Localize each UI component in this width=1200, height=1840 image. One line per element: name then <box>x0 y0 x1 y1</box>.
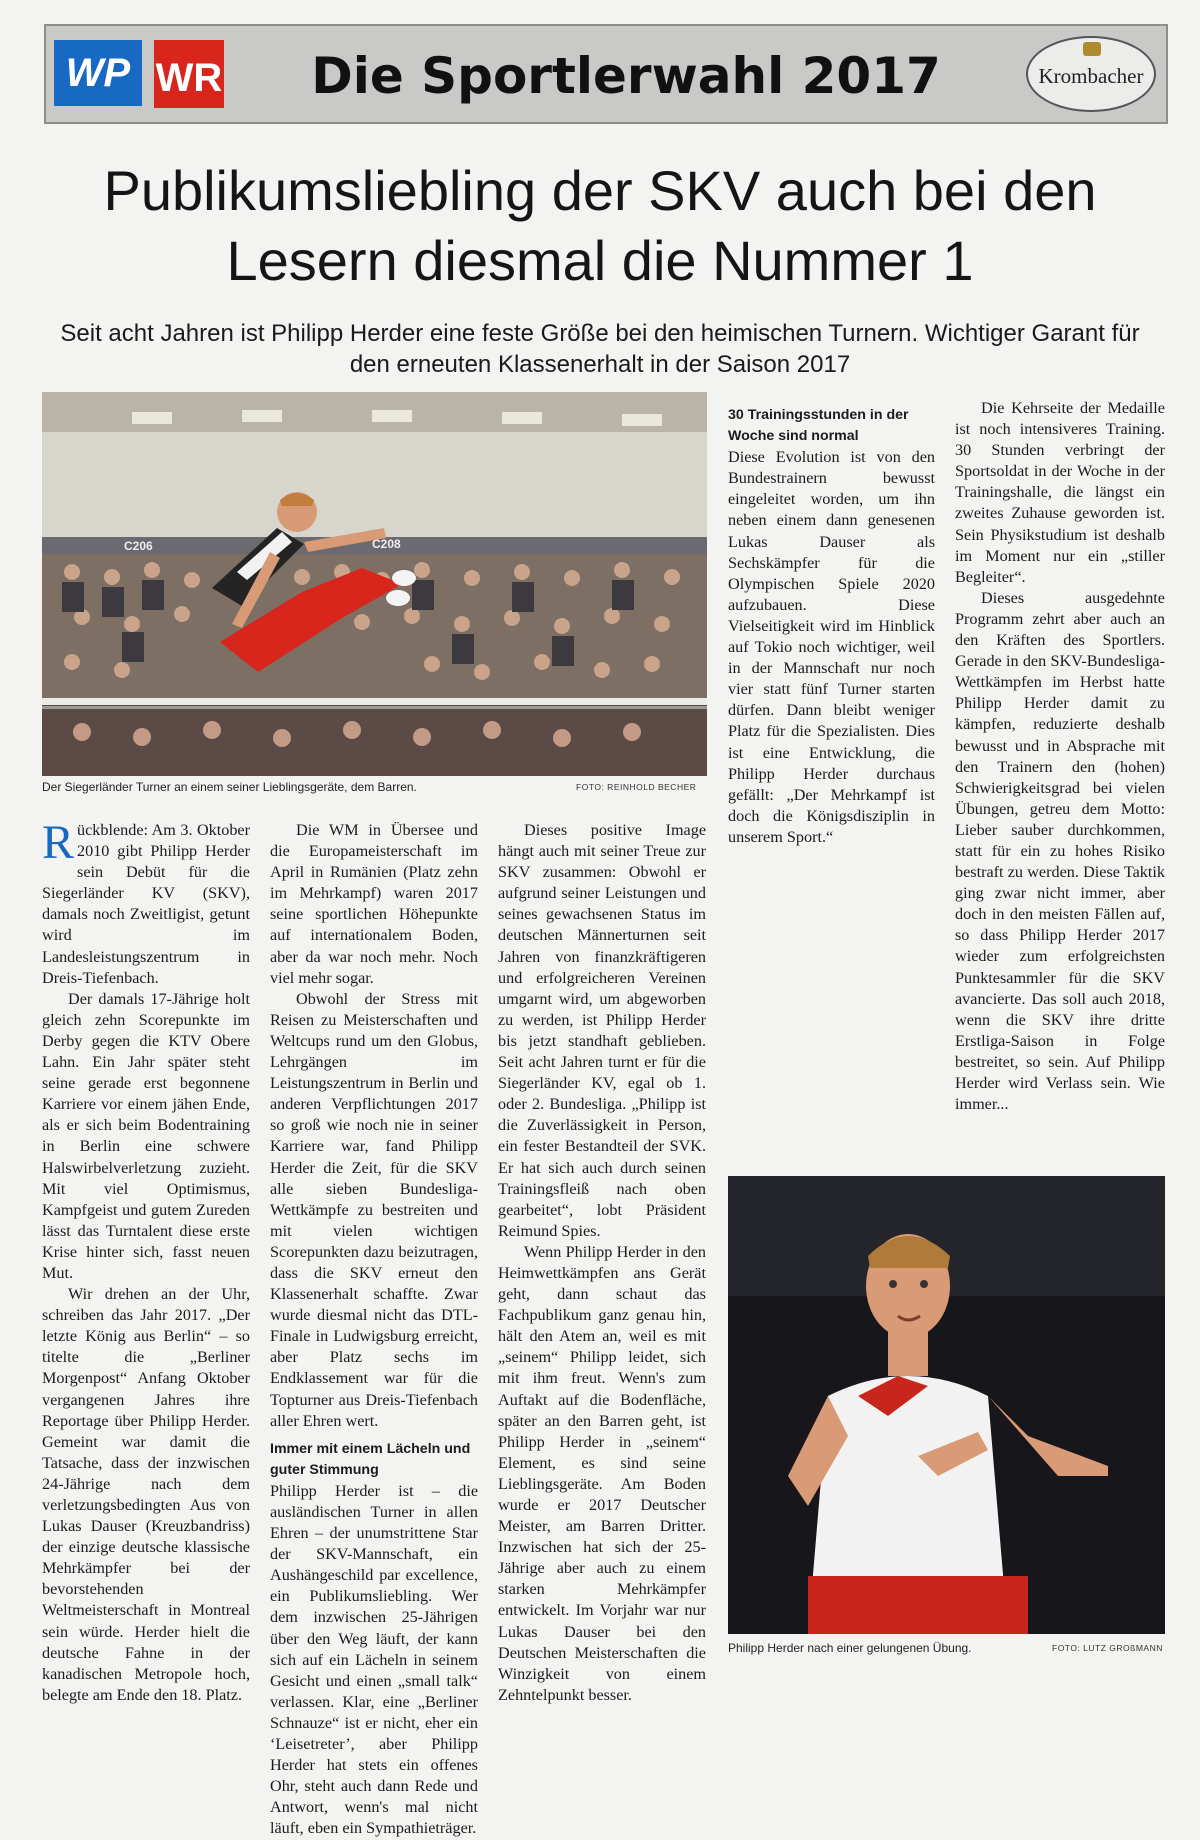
paragraph-7: Dieses positive Image hängt auch mit seiner Treue zur SKV zusammen: Obwohl er aufgrund seiner Leistungen und seines gewachsenen Status im deutschen Männerturnen seit Jahren von finanzkräftigeren und erfolgreicheren Vereinen umgarnt wird, um abgeworben zu werden, ist Philipp Herder bis jetzt standhaft geblieben. Seit acht Jahren turnt er für die Siegerländer KV, egal ob 1. oder 2. Bundesliga. „Philipp ist die Zuverlässigkeit in Person, ein fester Bestandteil der SVK. Er hat sich auch durch seinen Trainingsfleiß nach oben gearbeitet“, lobt Präsident Reimund Spies. <box>498 821 706 1240</box>
article-column-4 <box>728 398 935 848</box>
paragraph-3: Wir drehen an der Uhr, schreiben das Jahr 2017. „Der letzte König aus Berlin“ – so titelte die „Berliner Morgenpost“ Anfang Oktober vergangenen Jahres ihre Reportage über Philipp Herder. Gemeint war damit die Tatsache, dass der inzwischen 24-Jährige nach dem verletzungsbedingten Aus von Lukas Dauser (Kreuzbandriss) der einzige deutsche klassische Mehrkämpfer bei der bevorstehenden Weltmeisterschaft in Montreal sein würde. Herder hielt die deutsche Fahne in der kanadischen Metropole hoch, belegte am Ende den 18. Platz. <box>42 1285 250 1704</box>
gymnast-bars-illustration <box>42 392 707 776</box>
gymnast-portrait-illustration <box>728 1176 1165 1634</box>
headline: Publikumsliebling der SKV auch bei den Lesern diesmal die Nummer 1 <box>103 159 1097 292</box>
wp-logo: WP <box>54 40 142 106</box>
paragraph-4: Die WM in Übersee und die Europameisterschaft im April in Rumänien (Platz zehn im Mehrkampf) waren 2017 seine sportlichen Höhepunkte auf internationalem Boden, aber da war noch mehr. Noch viel mehr sogar. <box>270 821 478 987</box>
subheading-training: 30 Trainingsstunden in der Woche sind normal <box>728 407 909 445</box>
banner-title: Die Sportlerwahl 2017 <box>311 47 941 105</box>
article-column-1 <box>42 816 250 1706</box>
paragraph-11: Dieses ausgedehnte Programm zehrt aber auch an den Kräften des Sportlers. Gerade in den SKV-Bundesliga-Wettkämpfen im Herbst hatte Philipp Herder damit zu kämpfen, reduzierte deshalb bewusst und in Absprache mit den Trainern den (hohen) Schwierigkeitsgrad bei vielen Übungen, getreu dem Motto: Lieber sauber durchkommen, statt für ein zu hohes Risiko bestraft zu werden. Diese Taktik ging zwar nicht immer, aber doch in den meisten Fällen auf, so dass Philipp Herder 2017 wieder zum erfolgreichsten Punktesammler für die SKV avancierte. Das soll auch 2018, wenn die SKV ihre dritte Erstliga-Saison in Folge bestreitet, so sein. Auf Philipp Herder wird Verlass sein. Wie immer... <box>955 588 1165 1114</box>
subheading-smile: Immer mit einem Lächeln und guter Stimmung <box>270 1440 471 1478</box>
paragraph-1 <box>42 816 250 989</box>
masthead-banner <box>44 24 1168 124</box>
article-column-3 <box>498 820 706 1706</box>
photo-parallel-bars <box>42 392 707 776</box>
paragraph-5: Obwohl der Stress mit Reisen zu Meisterschaften und Weltcups rund um den Globus, Lehrgängen im Leistungszentrum in Berlin und anderen Verpflichtungen 2017 so groß wie noch nie in seiner Karriere war, fand Philipp Herder die Zeit, für die SKV alle sieben Bundesliga-Wettkämpfe zu bestreiten und mit vielen wichtigen Scorepunkten dazu beizutragen, dass die SKV erneut den Klassenerhalt schaffte. Zwar wurde diesmal nicht das DTL-Finale in Ludwigsburg erreicht, aber Platz sechs im Endklassement war für die Topturner aus Dreis-Tiefenbach aller Ehren wert. <box>270 989 478 1430</box>
sponsor-logo <box>1026 36 1156 112</box>
photo2-caption: Philipp Herder nach einer gelungenen Übung. <box>728 1641 972 1655</box>
paragraph-8: Wenn Philipp Herder in den Heimwettkämpfen ans Gerät geht, dann schaut das Fachpublikum ganz genau hin, hält den Atem an, weil es mit „seinem“ Philipp leidet, sich mit ihm freut. Wenn's zum Auftakt auf die Bodenfläche, später an den Barren geht, ist Philipp Herder in „seinem“ Element, es sind seine Lieblingsgeräte. Am Boden wurde er 2017 Deutscher Meister, am Barren Dritter. Inzwischen hat sich der 25-Jährige aber auch zu einem starken Mehrkämpfer entwickelt. Im Vorjahr war nur Lukas Dauser bei den Deutschen Meisterschaften die Winzigkeit von einem Zehntelpunkt besser. <box>498 1242 706 1704</box>
paragraph-2: Der damals 17-Jährige holt gleich zehn Scorepunkte im Derby gegen die KTV Obere Lahn. Ein Jahr später steht seine gerade erst begonnene Karriere vor einem jähen Ende, als er sich beim Bodentraining in Berlin eine schwere Halswirbelverletzung zuzieht. Mit viel Optimismus, Kampfgeist und gutem Zureden lässt das Turntalent diese erste Krise hinter sich, fasst neuen Mut. <box>42 989 250 1282</box>
photo-portrait <box>728 1176 1165 1634</box>
arena-sign-right: C208 <box>372 537 401 551</box>
article-column-5 <box>955 398 1165 1115</box>
wr-logo: WR <box>154 40 224 108</box>
crest-icon <box>1083 42 1101 56</box>
sponsor-name: Krombacher <box>1038 64 1144 88</box>
drop-cap: R <box>42 816 75 869</box>
subheadline: Seit acht Jahren ist Philipp Herder eine feste Größe bei den heimischen Turnern. Wichtiger Garant für den erneuten Klassenerhalt in der Saison 2017 <box>60 320 1140 378</box>
paragraph-9: Diese Evolution ist von den Bundestrainern bewusst eingeleitet worden, um ihn neben einem dann genesenen Lukas Dauser als Sechskämpfer für die Olympischen Spiele 2020 aufzubauen. Diese Vielseitigkeit wird im Hinblick auf Tokio noch wichtiger, weil in der Mannschaft nur noch vier statt fünf Turner starten dürfen. Dann bleibt weniger Platz für die Spezialisten. Dies ist eine Entwicklung, die Philipp Herder durchaus gefällt: „Der Mehrkampf ist doch die Königsdisziplin in unserem Sport.“ <box>728 448 935 846</box>
photo1-credit: FOTO: REINHOLD BECHER <box>576 782 697 792</box>
paragraph-6: Philipp Herder ist – die ausländischen Turner in allen Ehren – der unumstrittene Star der SKV-Mannschaft, ein Aushängeschild par excellence, ein Publikumsliebling. Wer dem inzwischen 25-Jährigen über den Weg läuft, der kann sich auf ein Lächeln in seinem Gesicht und einen „small talk“ verlassen. Klar, eine „Berliner Schnauze“ ist er nicht, eher ein ‘Leisetreter’, aber Philipp Herder hat stets ein offenes Ohr, steht auch dann Rede und Antwort, wenn's mal nicht läuft, eben ein Sympathieträger. <box>270 1481 478 1838</box>
photo1-caption: Der Siegerländer Turner an einem seiner Lieblingsgeräte, dem Barren. <box>42 780 417 794</box>
arena-sign-left: C206 <box>124 539 153 553</box>
paragraph-1-text: ückblende: Am 3. Oktober 2010 gibt Philipp Herder sein Debüt für die Siegerländer KV (SKV), damals noch Zweitligist, getunt wird im Landesleistungszentrum in Dreis-Tiefenbach. <box>42 821 250 987</box>
paragraph-10: Die Kehrseite der Medaille ist noch intensiveres Training. 30 Stunden verbringt der Sportsoldat in der Woche in der Trainingshalle, die längst ein zweites Zuhause geworden ist. Sein Physikstudium ist deshalb im Moment nur ein „stiller Begleiter“. <box>955 399 1165 586</box>
photo2-credit: FOTO: LUTZ GROßMANN <box>1052 1643 1163 1653</box>
